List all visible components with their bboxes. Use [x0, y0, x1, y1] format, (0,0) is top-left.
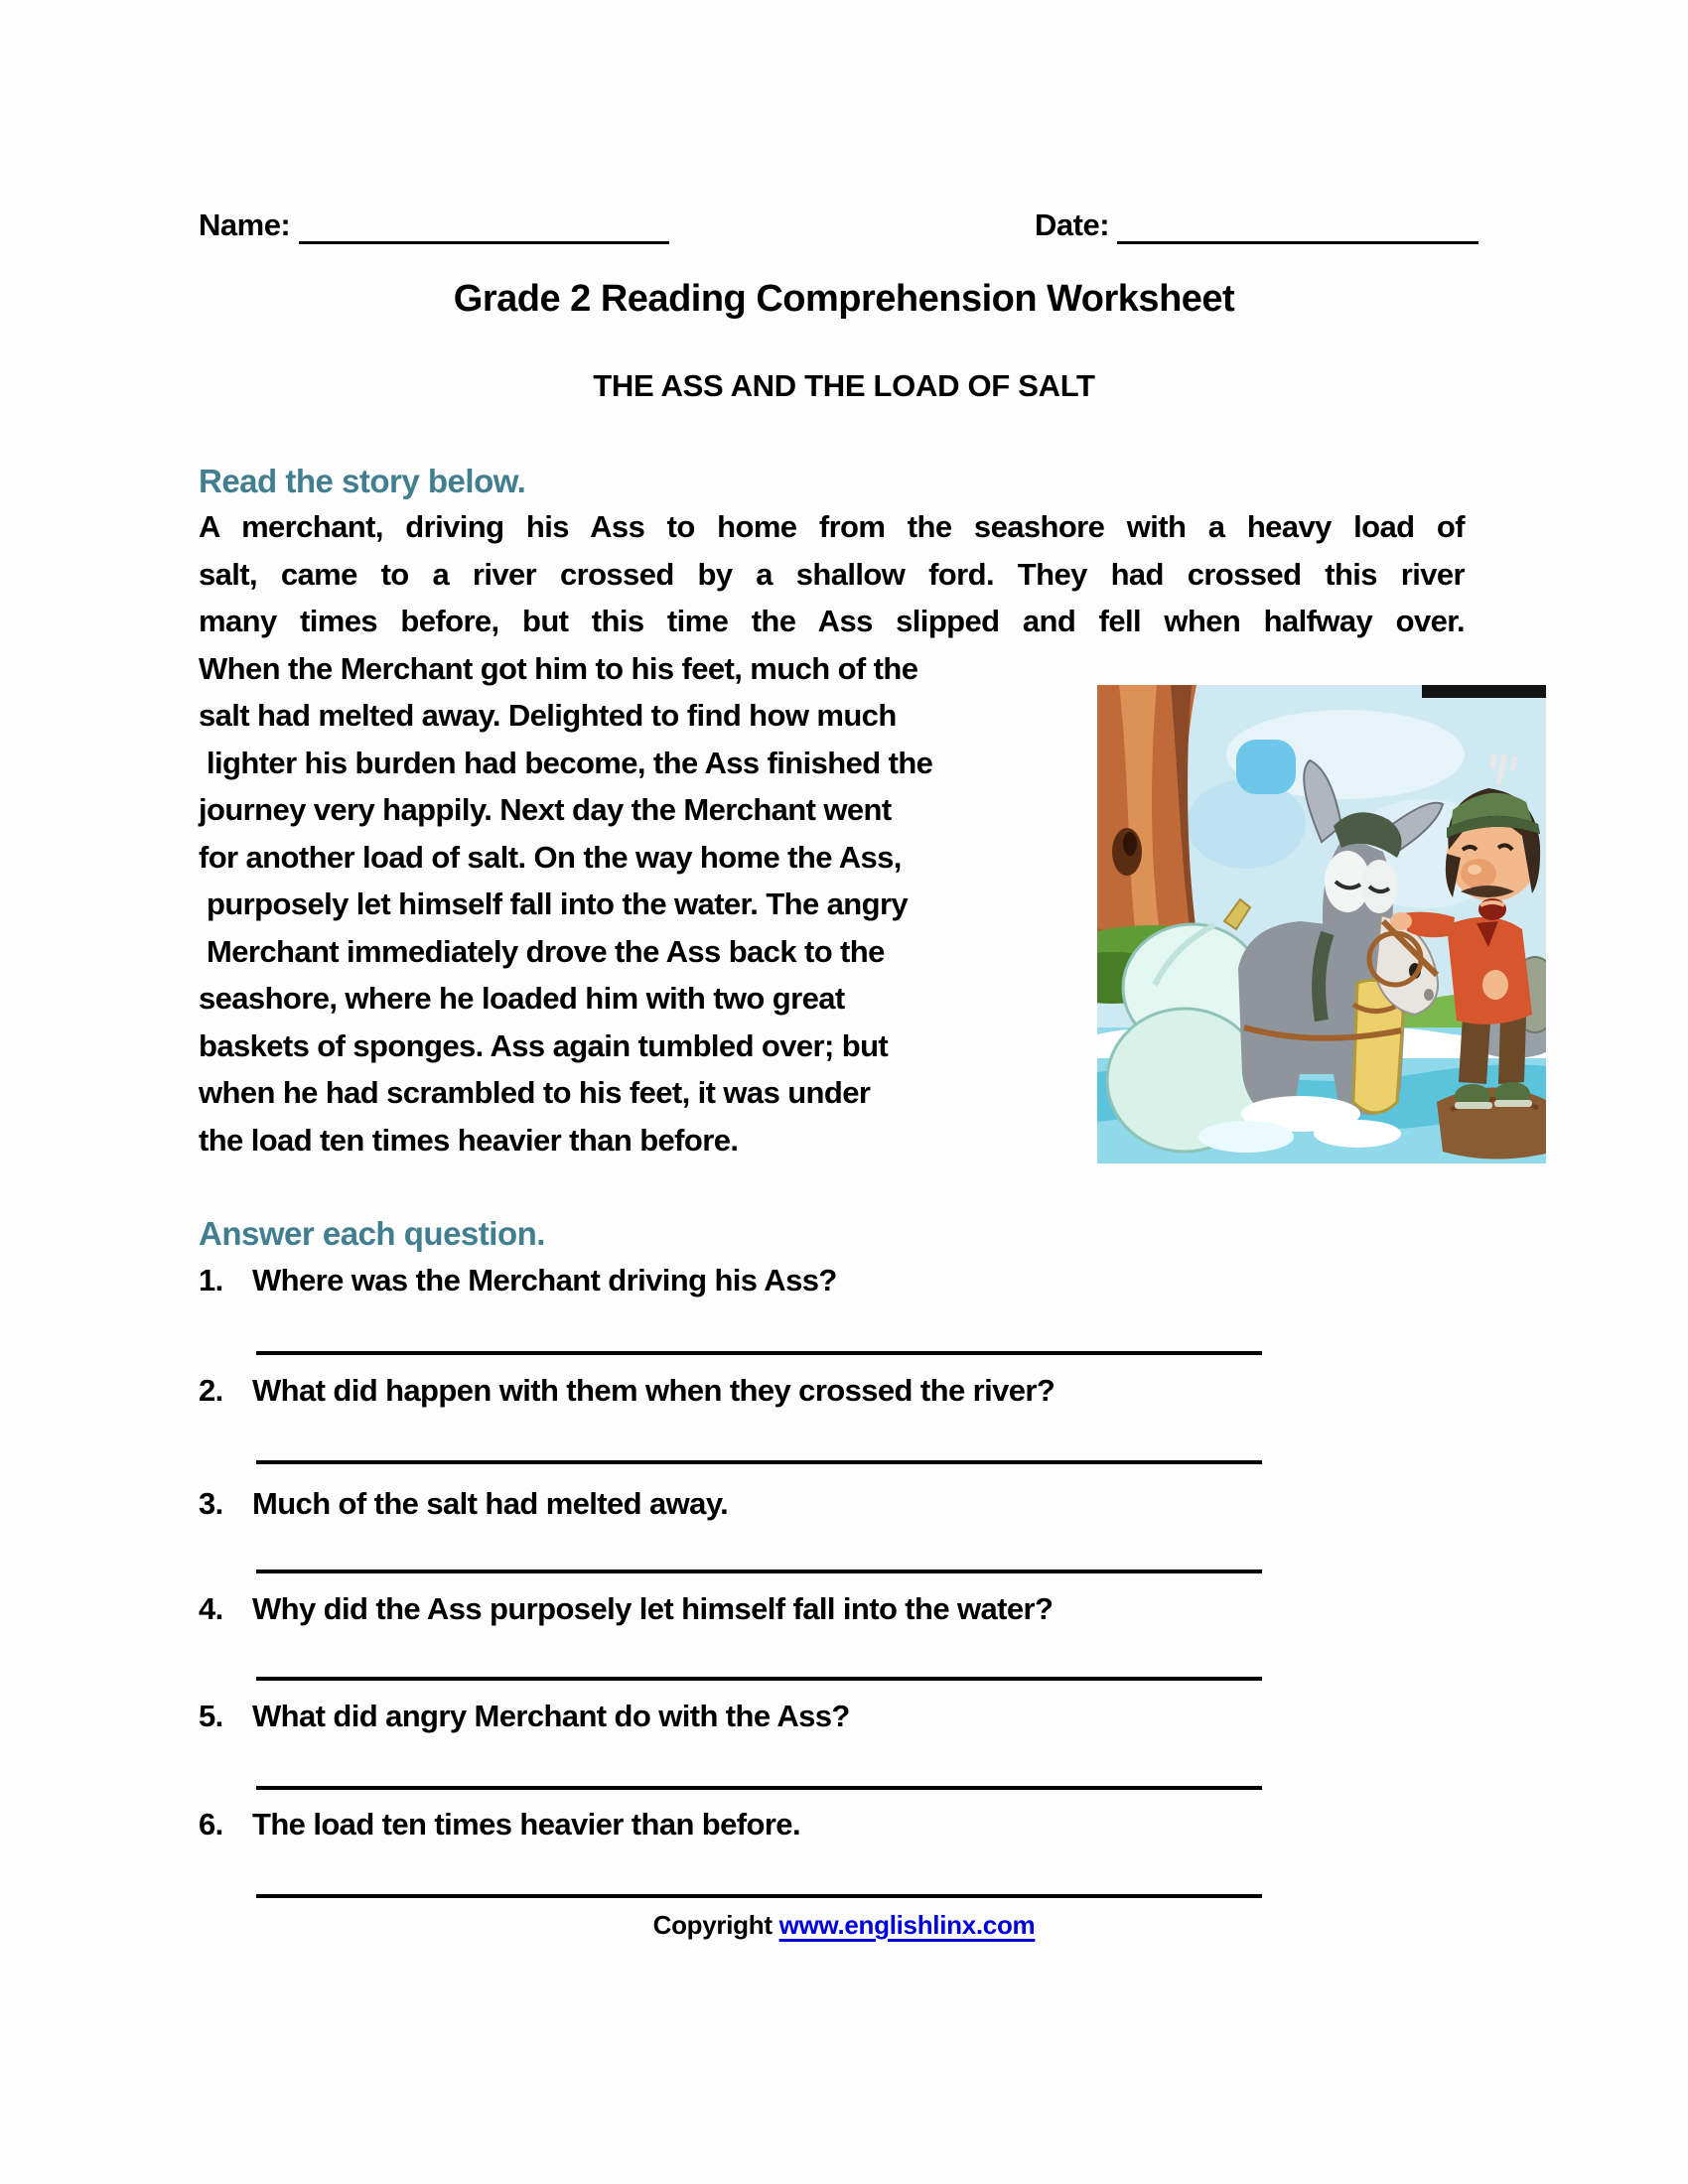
story-line: the load ten times heavier than before. — [199, 1123, 739, 1158]
story-line: purposely let himself fall into the water. The angry — [199, 887, 909, 921]
question-number: 3. — [199, 1486, 223, 1521]
copyright-link[interactable]: www.englishlinx.com — [778, 1910, 1036, 1940]
copyright-label: Copyright — [652, 1910, 773, 1940]
question-text: Much of the salt had melted away. — [252, 1486, 729, 1521]
question-number: 5. — [199, 1699, 223, 1733]
story-line: A merchant, driving his Ass to home from the seashore with a heavy load of — [199, 509, 1465, 544]
story-line: journey very happily. Next day the Merchant went — [199, 792, 892, 827]
question-text: What did angry Merchant do with the Ass? — [252, 1699, 850, 1733]
name-blank-line — [299, 241, 669, 244]
question-text: The load ten times heavier than before. — [252, 1807, 800, 1842]
story-line: When the Merchant got him to his feet, much of the — [199, 651, 918, 686]
date-blank-line — [1117, 241, 1478, 244]
name-label: Name: — [199, 207, 291, 242]
answer-blank-line — [256, 1570, 1262, 1573]
story-line: Merchant immediately drove the Ass back to the — [199, 934, 885, 969]
question-text: What did happen with them when they crossed the river? — [252, 1373, 1055, 1408]
date-label: Date: — [1035, 207, 1110, 242]
question-number: 1. — [199, 1263, 223, 1297]
question-number: 2. — [199, 1373, 223, 1408]
copyright-text — [0, 1911, 1688, 1941]
story-line: baskets of sponges. Ass again tumbled over; but — [199, 1028, 889, 1063]
answer-blank-line — [256, 1460, 1262, 1464]
read-story-heading: Read the story below. — [199, 463, 526, 499]
answer-blank-line — [256, 1786, 1262, 1790]
answer-questions-heading: Answer each question. — [199, 1215, 545, 1252]
story-line: lighter his burden had become, the Ass finished the — [199, 746, 933, 780]
question-number: 6. — [199, 1807, 223, 1842]
answer-blank-line — [256, 1351, 1262, 1355]
story-illustration — [1097, 685, 1546, 1163]
story-line: seashore, where he loaded him with two great — [199, 981, 845, 1016]
page-subtitle: THE ASS AND THE LOAD OF SALT — [593, 368, 1095, 403]
story-line: many times before, but this time the Ass slipped and fell when halfway over. — [199, 604, 1465, 638]
story-line: for another load of salt. On the way home the Ass, — [199, 840, 902, 875]
story-line: salt, came to a river crossed by a shallow ford. They had crossed this river — [199, 557, 1465, 592]
question-number: 4. — [199, 1591, 223, 1626]
answer-blank-line — [256, 1677, 1262, 1681]
page-title: Grade 2 Reading Comprehension Worksheet — [453, 278, 1235, 320]
question-text: Why did the Ass purposely let himself fall into the water? — [252, 1591, 1054, 1626]
story-line: when he had scrambled to his feet, it was under — [199, 1075, 871, 1110]
answer-blank-line — [256, 1894, 1262, 1898]
story-line: salt had melted away. Delighted to find how much — [199, 698, 897, 733]
merchant-donkey-river-scene — [1097, 685, 1546, 1163]
question-text: Where was the Merchant driving his Ass? — [252, 1263, 837, 1297]
